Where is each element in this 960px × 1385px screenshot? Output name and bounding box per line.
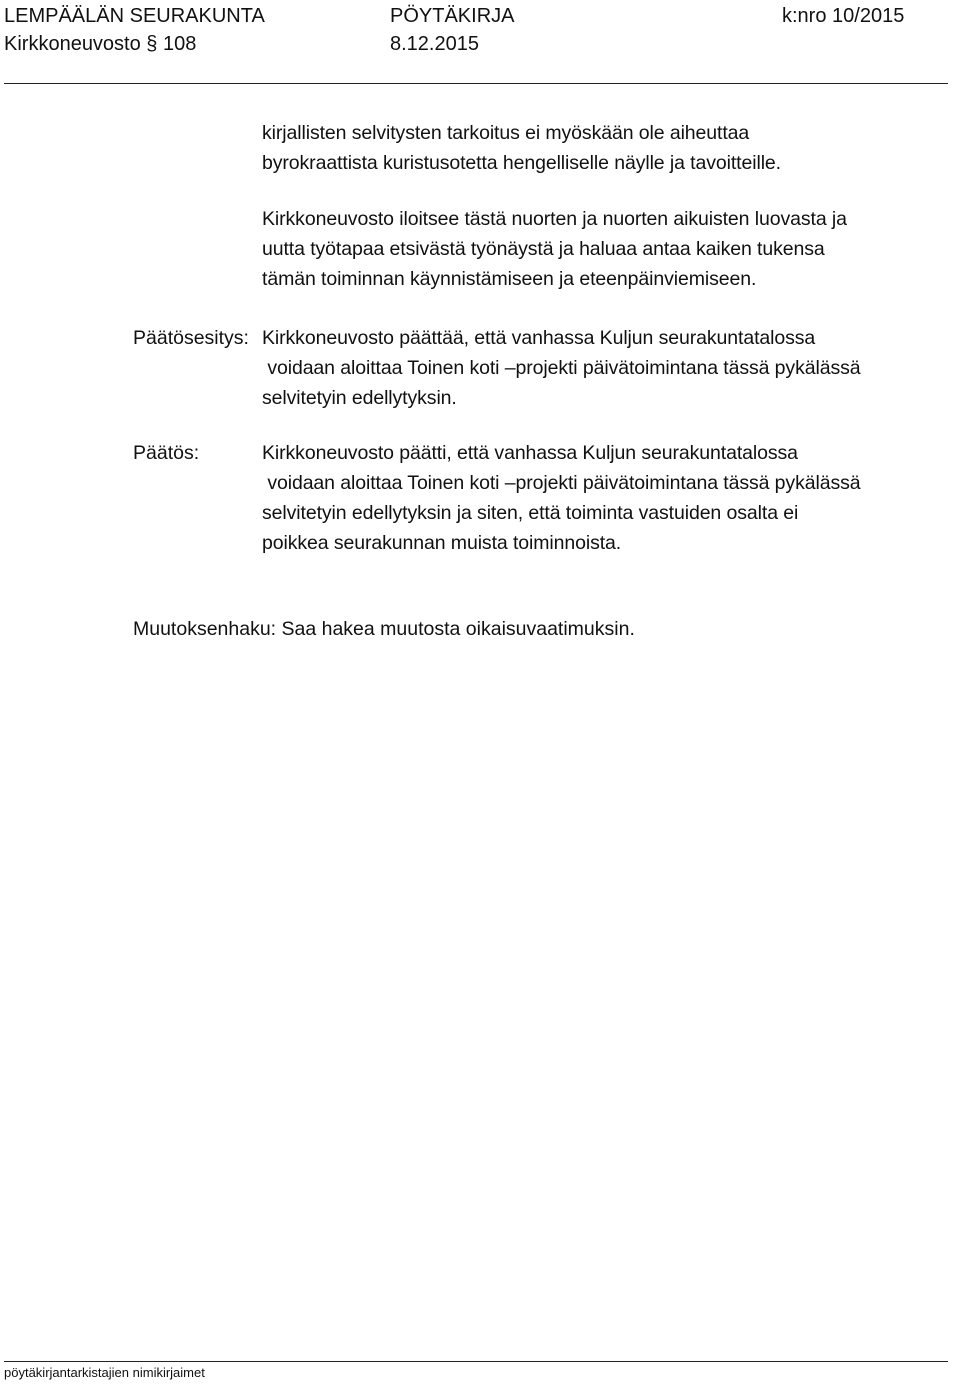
footer-divider <box>4 1361 948 1362</box>
board-section: Kirkkoneuvosto § 108 <box>4 33 197 55</box>
record-number: k:nro 10/2015 <box>782 5 905 27</box>
decision-label: Päätös: <box>133 442 200 464</box>
footer-initials-note: pöytäkirjantarkistajien nimikirjaimet <box>4 1365 205 1380</box>
proposal-text: Kirkkoneuvosto päättää, että vanhassa Kuljun seurakuntatalossa voidaan aloittaa Toinen koti –projekti päivätoimintana tässä pykälässä selvitetyin edellytyksin. <box>262 327 861 409</box>
body-paragraph: kirjallisten selvitysten tarkoitus ei myöskään ole aiheuttaa byrokraattista kuristusotetta hengelliselle näylle ja tavoitteille. <box>262 122 781 174</box>
document-type: PÖYTÄKIRJA <box>390 5 515 27</box>
organization-name: LEMPÄÄLÄN SEURAKUNTA <box>4 5 265 27</box>
appeal-notice: Muutoksenhaku: Saa hakea muutosta oikaisuvaatimuksin. <box>133 618 635 640</box>
meeting-date: 8.12.2015 <box>390 33 479 55</box>
body-paragraph: Kirkkoneuvosto iloitsee tästä nuorten ja nuorten aikuisten luovasta ja uutta työtapaa etsivästä työnäystä ja haluaa antaa kaiken tukensa tämän toiminnan käynnistämiseen ja eteenpäinviemiseen. <box>262 208 847 290</box>
decision-text: Kirkkoneuvosto päätti, että vanhassa Kuljun seurakuntatalossa voidaan aloittaa Toinen koti –projekti päivätoimintana tässä pykälässä selvitetyin edellytyksin ja siten, että toiminta vastuiden osalta ei poikkea seurakunnan muista toiminnoista. <box>262 442 861 554</box>
proposal-label: Päätösesitys: <box>133 327 249 349</box>
header-divider <box>4 83 948 84</box>
